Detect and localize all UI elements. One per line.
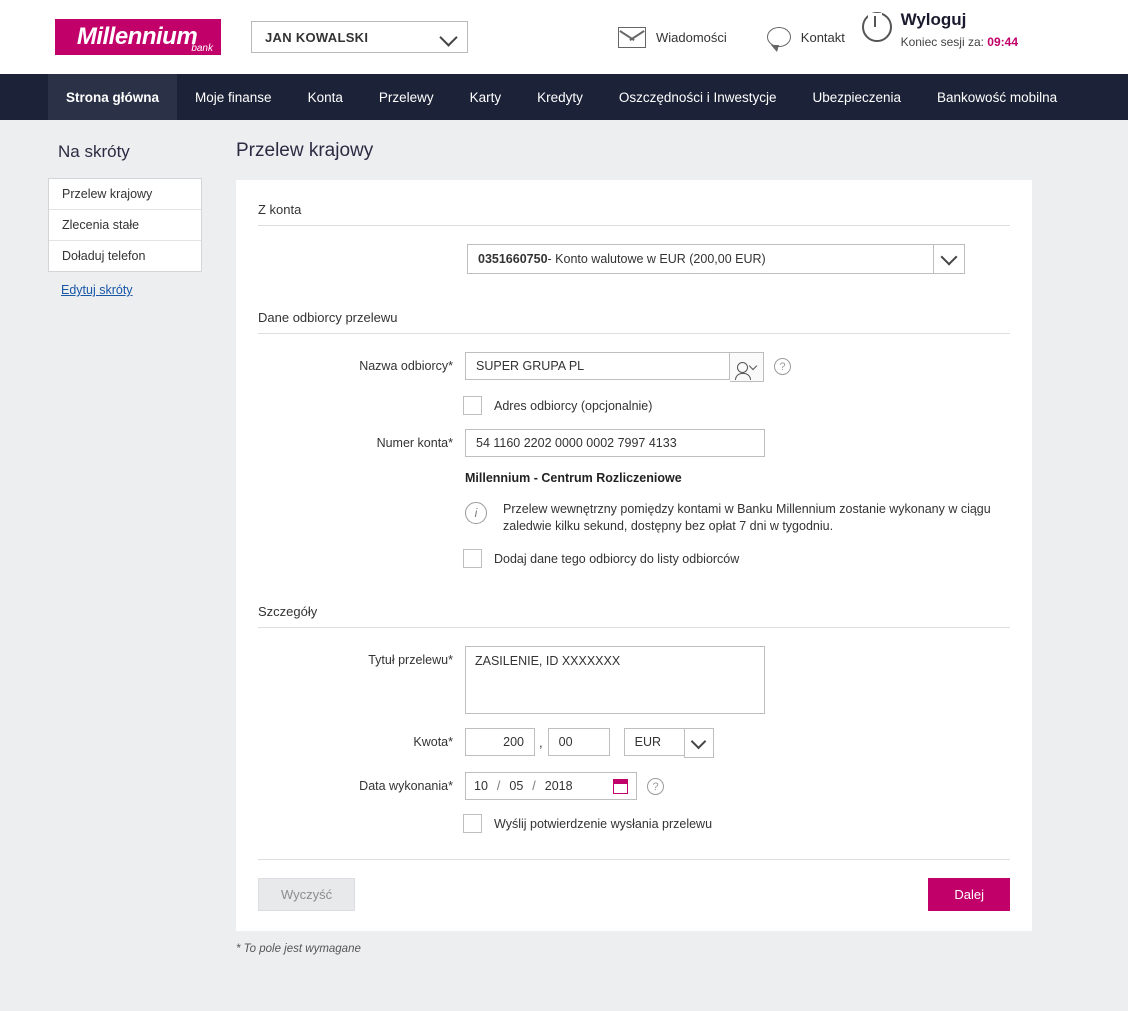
edit-shortcuts-link[interactable]: Edytuj skróty xyxy=(61,283,133,297)
confirm-checkbox-row[interactable] xyxy=(463,814,1010,833)
amount-decimal-input[interactable]: 00 xyxy=(548,728,610,756)
from-account-select[interactable] xyxy=(467,244,965,274)
contact-link[interactable] xyxy=(767,27,845,47)
required-mark: * xyxy=(448,779,453,793)
chevron-down-icon[interactable] xyxy=(933,245,964,273)
date-separator: / xyxy=(532,779,536,793)
amount-label-text: Kwota xyxy=(413,735,449,749)
transfer-title-label xyxy=(258,646,465,667)
nav-item-oszczednosci-i-inwestycje[interactable]: Oszczędności i Inwestycje xyxy=(618,89,777,105)
info-message-text: Przelew wewnętrzny pomiędzy kontami w Banku Millennium zostanie wykonany w ciągu zaledwie kilku sekund, dostępny bez opłat 7 dni w tygodniu. xyxy=(503,502,991,533)
required-mark: * xyxy=(448,735,453,749)
from-account-description: - Konto walutowe w EUR (200,00 EUR) xyxy=(547,252,766,266)
transfer-title-label-text: Tytuł przelewu xyxy=(368,653,449,667)
sidebar xyxy=(48,142,218,297)
nav-item-moje-finanse[interactable]: Moje finanse xyxy=(195,89,272,105)
sidebar-item-doladuj-telefon[interactable]: Doładuj telefon xyxy=(62,249,146,263)
clear-button[interactable]: Wyczyść xyxy=(258,878,355,911)
execution-date-label xyxy=(258,772,465,793)
form-actions xyxy=(236,860,1032,921)
info-message xyxy=(465,501,1025,535)
amount-row xyxy=(258,728,1010,758)
page-title: Przelew krajowy xyxy=(236,140,374,161)
contact-label: Kontakt xyxy=(800,29,845,45)
recipient-address-checkbox[interactable] xyxy=(463,396,482,415)
execution-date-input[interactable] xyxy=(465,772,637,800)
add-recipient-label: Dodaj dane tego odbiorcy do listy odbiorców xyxy=(494,551,740,566)
session-label: Koniec sesji za: xyxy=(900,35,984,49)
execution-date-label-text: Data wykonania xyxy=(359,779,449,793)
logout-label: Wyloguj xyxy=(900,10,967,29)
main-content xyxy=(236,120,1032,931)
info-icon: i xyxy=(465,502,487,524)
account-number-label xyxy=(258,429,465,450)
section-title-details: Szczegóły xyxy=(258,582,1010,628)
logo-subtext: bank xyxy=(191,43,213,54)
required-footnote: * To pole jest wymagane xyxy=(236,943,361,955)
date-day: 10 xyxy=(474,779,488,793)
chevron-down-icon xyxy=(749,361,757,369)
chevron-down-icon xyxy=(439,28,457,46)
user-name: JAN KOWALSKI xyxy=(265,29,369,45)
recipient-name-label-text: Nazwa odbiorcy xyxy=(359,359,449,373)
sidebar-item-przelew-krajowy[interactable]: Przelew krajowy xyxy=(49,179,201,210)
top-bar xyxy=(0,0,1128,74)
help-icon[interactable]: ? xyxy=(647,778,664,795)
session-timer xyxy=(901,35,1018,49)
add-recipient-checkbox-row[interactable] xyxy=(463,549,1010,568)
top-links xyxy=(618,27,845,48)
date-separator: / xyxy=(496,779,501,793)
required-mark: * xyxy=(448,653,453,667)
main-navigation xyxy=(0,74,1128,120)
required-mark: * xyxy=(448,436,453,450)
messages-label: Wiadomości xyxy=(656,29,727,45)
section-from-account xyxy=(236,180,1032,274)
confirm-label: Wyślij potwierdzenie wysłania przelewu xyxy=(494,816,713,831)
amount-label xyxy=(258,728,465,749)
next-button[interactable]: Dalej xyxy=(928,878,1010,911)
nav-item-konta[interactable]: Konta xyxy=(307,89,343,105)
logo-text: Millennium xyxy=(76,23,198,50)
date-year: 2018 xyxy=(544,779,573,793)
from-account-number: 0351660750 xyxy=(478,252,548,266)
bank-name: Millennium - Centrum Rozliczeniowe xyxy=(465,471,682,485)
nav-item-przelewy[interactable]: Przelewy xyxy=(378,89,434,105)
user-selector[interactable] xyxy=(251,21,468,53)
page-body xyxy=(0,120,1128,1011)
nav-item-strona-glowna[interactable]: Strona główna xyxy=(48,74,177,120)
nav-item-kredyty[interactable]: Kredyty xyxy=(537,89,583,105)
sidebar-item-zlecenia-stale[interactable]: Zlecenia stałe xyxy=(49,210,201,241)
recipient-name-input[interactable]: SUPER GRUPA PL xyxy=(465,352,730,380)
section-details xyxy=(236,582,1032,833)
account-number-input[interactable]: 54 1160 2202 0000 0002 7997 4133 xyxy=(465,429,765,457)
sidebar-title: Na skróty xyxy=(58,142,130,161)
account-number-label-text: Numer konta xyxy=(376,436,449,450)
chat-bubble-icon xyxy=(767,27,791,47)
nav-item-ubezpieczenia[interactable]: Ubezpieczenia xyxy=(812,89,902,105)
execution-date-row xyxy=(258,772,1010,800)
help-icon[interactable]: ? xyxy=(774,358,791,375)
session-time: 09:44 xyxy=(987,35,1018,49)
shortcut-list xyxy=(48,178,202,272)
confirm-checkbox[interactable] xyxy=(463,814,482,833)
calendar-icon[interactable] xyxy=(613,779,628,794)
add-recipient-checkbox[interactable] xyxy=(463,549,482,568)
transfer-title-row xyxy=(258,646,1010,714)
transfer-title-textarea[interactable]: ZASILENIE, ID XXXXXXX xyxy=(465,646,765,714)
nav-item-bankowosc-mobilna[interactable]: Bankowość mobilna xyxy=(937,89,1058,105)
power-icon xyxy=(862,12,892,42)
account-row xyxy=(258,244,1010,274)
messages-link[interactable] xyxy=(618,27,727,48)
address-book-button[interactable] xyxy=(730,352,764,382)
recipient-name-row xyxy=(258,352,1010,382)
account-number-row xyxy=(258,429,1010,457)
envelope-icon xyxy=(618,27,646,48)
recipient-address-label: Adres odbiorcy (opcjonalnie) xyxy=(494,398,653,413)
recipient-address-checkbox-row[interactable] xyxy=(463,396,1010,415)
currency-select[interactable]: EUR xyxy=(624,728,684,756)
amount-integer-input[interactable]: 200 xyxy=(465,728,535,756)
amount-separator: , xyxy=(539,735,543,750)
section-title-from: Z konta xyxy=(258,180,1010,226)
section-title-recipient: Dane odbiorcy przelewu xyxy=(258,288,1010,334)
recipient-name-label xyxy=(258,352,465,373)
millennium-logo[interactable] xyxy=(55,19,221,55)
transfer-form-card xyxy=(236,180,1032,931)
date-month: 05 xyxy=(509,779,524,793)
section-recipient xyxy=(236,288,1032,568)
required-mark: * xyxy=(448,359,453,373)
account-row-spacer xyxy=(258,244,465,251)
logout-area[interactable] xyxy=(862,10,1018,49)
person-icon xyxy=(737,362,748,373)
chevron-down-icon[interactable] xyxy=(684,728,714,758)
nav-item-karty[interactable]: Karty xyxy=(469,89,502,105)
